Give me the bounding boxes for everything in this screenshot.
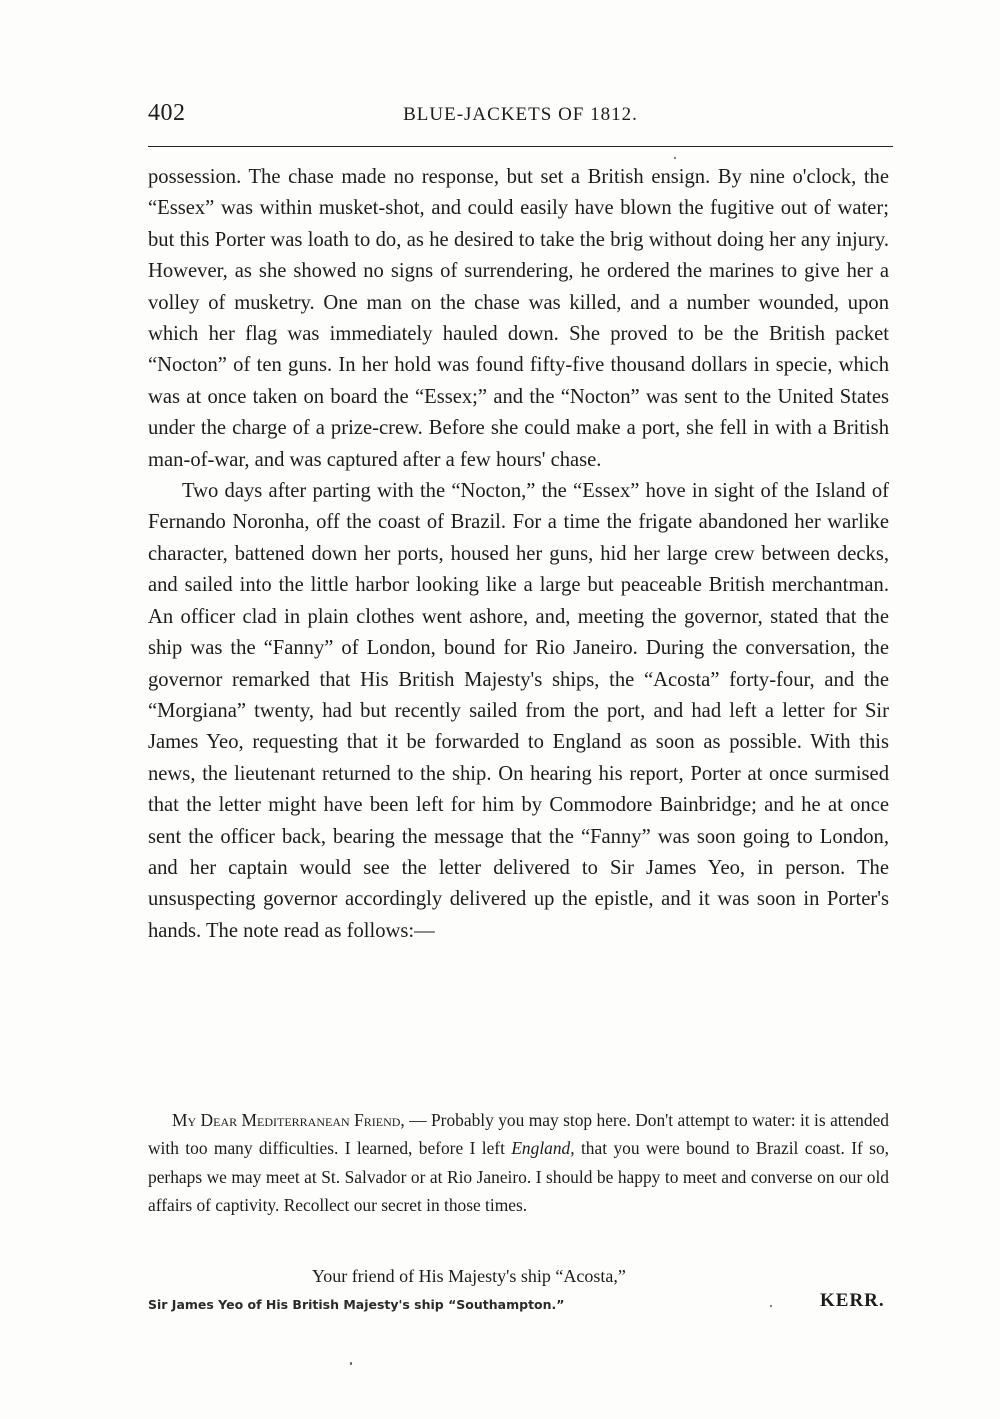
- quoted-letter: [148, 1106, 889, 1220]
- letter-italic-word: England,: [511, 1138, 575, 1159]
- print-speck: [770, 1305, 772, 1307]
- letter-text: that you were bound to Brazil coast. If so, perhaps we may meet at St. Salvador or at Rio Janeiro. I should be happy to meet and converse on our old affairs of captivity. Recollect our secret in those times.: [148, 1138, 889, 1216]
- paragraph: possession. The chase made no response, but set a British ensign. By nine o'clock, the “Essex” was within musket-shot, and could easily have blown the fugitive out of water; but this Porter was loath to do, as he desired to take the brig without doing her any injury. However, as she showed no signs of surrendering, he ordered the marines to give her a volley of musketry. One man on the chase was killed, and a number wounded, upon which her flag was immediately hauled down. She proved to be the British packet “Nocton” of ten guns. In her hold was found fifty-five thousand dollars in specie, which was at once taken on board the “Essex;” and the “Nocton” was sent to the United States under the charge of a prize-crew. Before she could make a port, she fell in with a British man-of-war, and was captured after a few hours' chase.: [148, 166, 889, 471]
- print-speck: [350, 1362, 352, 1365]
- header-rule: [148, 146, 893, 147]
- body-text: [148, 162, 889, 947]
- print-speck: [674, 157, 676, 159]
- page-header: [148, 100, 893, 140]
- letter-closing: Your friend of His Majesty's ship “Acosta,”: [312, 1266, 626, 1286]
- letter-text: — Probably you may stop here. Don't attempt to water: it is attended with too many difficulties. I learned, before I left: [148, 1110, 889, 1159]
- letter-body: [148, 1106, 889, 1220]
- page-number: 402: [148, 100, 186, 126]
- running-title: BLUE-JACKETS OF 1812.: [403, 104, 638, 125]
- paragraph: Two days after parting with the “Nocton,” the “Essex” hove in sight of the Island of Fernando Noronha, off the coast of Brazil. For a time the frigate abandoned her warlike character, battened down her ports, housed her guns, hid her large crew between decks, and sailed into the little harbor looking like a large but peaceable British merchantman. An officer clad in plain clothes went ashore, and, meeting the governor, stated that the ship was the “Fanny” of London, bound for Rio Janeiro. During the conversation, the governor remarked that His British Majesty's ships, the “Acosta” forty-four, and the “Morgiana” twenty, had but recently sailed from the port, and had left a letter for Sir James Yeo, requesting that it be forwarded to England as soon as possible. With this news, the lieutenant returned to the ship. On hearing his report, Porter at once surmised that the letter might have been left for him by Commodore Bainbridge; and he at once sent the officer back, bearing the message that the “Fanny” was soon going to London, and her captain would see the letter delivered to Sir James Yeo, in person. The unsuspecting governor accordingly delivered up the epistle, and it was soon in Porter's hands. The note read as follows:—: [148, 480, 889, 942]
- letter-signature: KERR.: [820, 1290, 885, 1311]
- letter-salutation: My Dear Mediterranean Friend,: [172, 1110, 405, 1130]
- letter-addressee: Sir James Yeo of His British Majesty's ship “Southampton.”: [148, 1297, 565, 1312]
